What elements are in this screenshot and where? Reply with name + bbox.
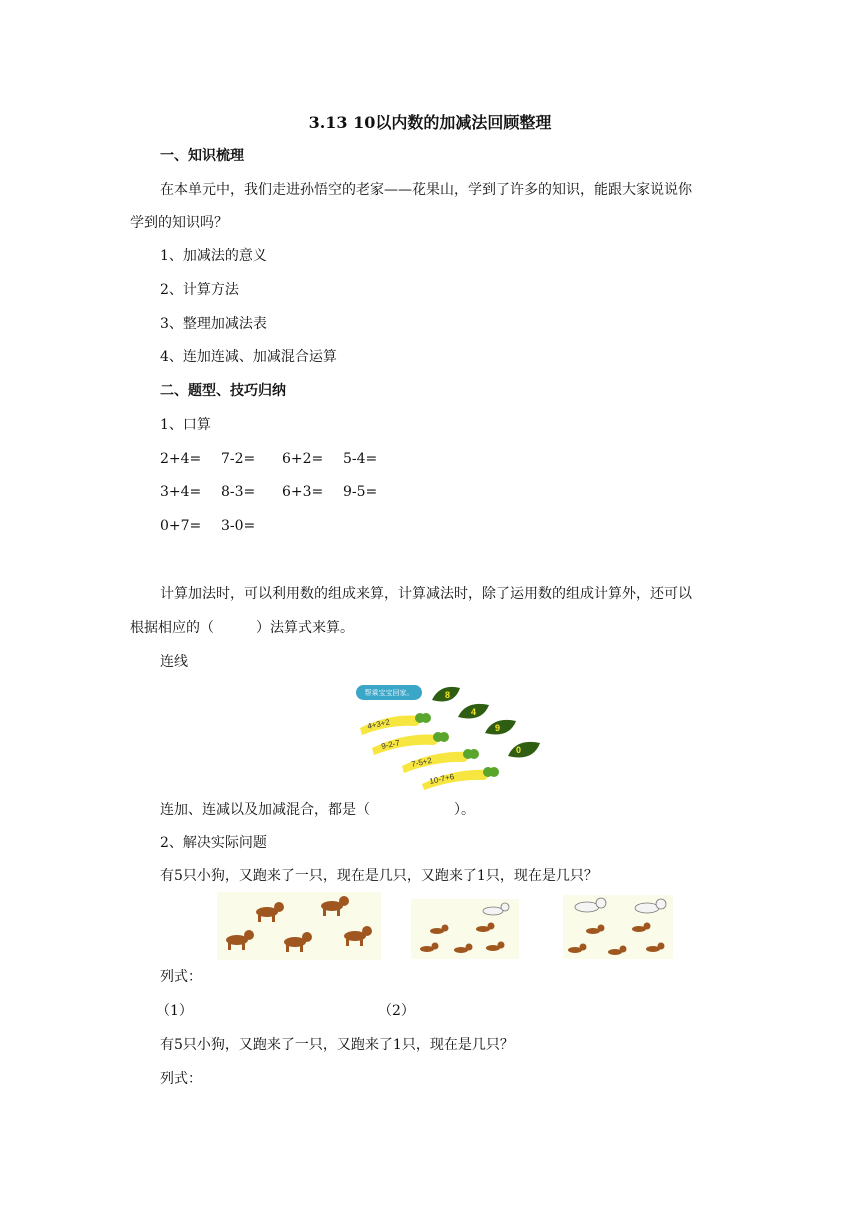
intro-line-1: 在本单元中，我们走进孙悟空的老家——花果山，学到了许多的知识，能跟大家说说你 (160, 182, 692, 198)
calc-item: 9-5= (343, 484, 378, 500)
calc-row (160, 516, 282, 536)
caterpillar-expression: 7-5+2 (410, 755, 433, 769)
formula-label-2: 列式： (160, 1071, 202, 1087)
caterpillar-expression: 10-7+6 (428, 771, 456, 786)
caterpillar-expression: 9-2-7 (380, 738, 401, 751)
knowledge-item: 3、整理加减法表 (160, 316, 267, 332)
knowledge-item: 4、连加连减、加减混合运算 (160, 349, 337, 365)
dog-icon (476, 923, 495, 933)
dog-icon (586, 925, 605, 935)
leaf-number: 4 (471, 707, 477, 717)
calc-item: 2+4= (160, 451, 202, 467)
part-1-label: （1） (156, 1003, 193, 1019)
calc-item: 0+7= (160, 518, 202, 534)
connect-label: 连线 (160, 654, 188, 670)
leaf-number: 8 (445, 690, 451, 700)
dog-icon (256, 902, 284, 922)
leaf-icon (432, 687, 460, 702)
tip-line-2: 根据相应的（ ）法算式来算。 (130, 620, 354, 636)
dogs-picture-2 (411, 899, 519, 959)
leaf-icon (458, 704, 489, 719)
calc-item: 5-4= (343, 451, 378, 467)
calc-item: 6+2= (282, 451, 324, 467)
dogs-picture-1 (217, 892, 381, 960)
bubble-text: 帮乘宝宝回家。 (364, 689, 414, 697)
dog-icon (568, 944, 587, 954)
formula-label: 列式： (160, 969, 202, 985)
calc-row (160, 482, 404, 502)
white-dog-icon (483, 903, 509, 915)
dog-icon (284, 932, 312, 952)
caterpillar-matching-figure (350, 680, 550, 790)
caterpillar-expression: 4+3+2 (366, 717, 391, 731)
caterpillar-icon (422, 767, 499, 790)
section1-heading: 一、知识梳理 (160, 148, 244, 164)
dog-icon (632, 923, 651, 933)
dog-icon (420, 943, 439, 953)
white-dog-icon (635, 899, 666, 913)
leaf-icon (508, 742, 540, 758)
document-title: 3.13 10以内数的加减法回顾整理 (308, 113, 552, 132)
dog-icon (344, 926, 372, 946)
real-problem-heading: 2、解决实际问题 (160, 835, 267, 851)
calc-item: 7-2= (221, 451, 256, 467)
caterpillar-icon (402, 749, 479, 773)
knowledge-item: 1、加减法的意义 (160, 248, 267, 264)
oral-calc-heading: 1、口算 (160, 417, 211, 433)
leaf-icon (485, 720, 516, 735)
calc-row (160, 449, 404, 469)
caterpillar-icon (372, 732, 449, 755)
dog-icon (646, 943, 665, 953)
calc-item: 3-0= (221, 518, 256, 534)
calc-item: 3+4= (160, 484, 202, 500)
caterpillar-icon (360, 713, 431, 735)
dog-icon (486, 942, 505, 952)
dog-icon (454, 944, 473, 954)
section2-heading: 二、题型、技巧归纳 (160, 383, 286, 399)
part-2-label: （2） (378, 1003, 415, 1019)
white-dog-icon (575, 898, 606, 912)
tip-line-1: 计算加法时，可以利用数的组成来算，计算减法时，除了运用数的组成计算外，还可以 (160, 586, 692, 602)
calc-item: 6+3= (282, 484, 324, 500)
mixed-operation-line: 连加、连减以及加减混合，都是（ ）。 (160, 802, 475, 818)
knowledge-item: 2、计算方法 (160, 282, 239, 298)
dogs-picture-3 (563, 895, 673, 959)
dog-icon (321, 896, 349, 916)
leaf-number: 9 (495, 723, 501, 733)
dog-icon (226, 930, 254, 950)
intro-line-2: 学到的知识吗？ (130, 215, 228, 231)
problem-2: 有5只小狗，又跑来了一只，又跑来了1只，现在是几只？ (160, 1037, 514, 1053)
dog-icon (430, 925, 449, 935)
calc-item: 8-3= (221, 484, 256, 500)
dog-icon (608, 946, 627, 956)
leaf-number: 0 (516, 745, 522, 755)
problem-1: 有5只小狗，又跑来了一只，现在是几只，又跑来了1只，现在是几只？ (160, 868, 598, 884)
